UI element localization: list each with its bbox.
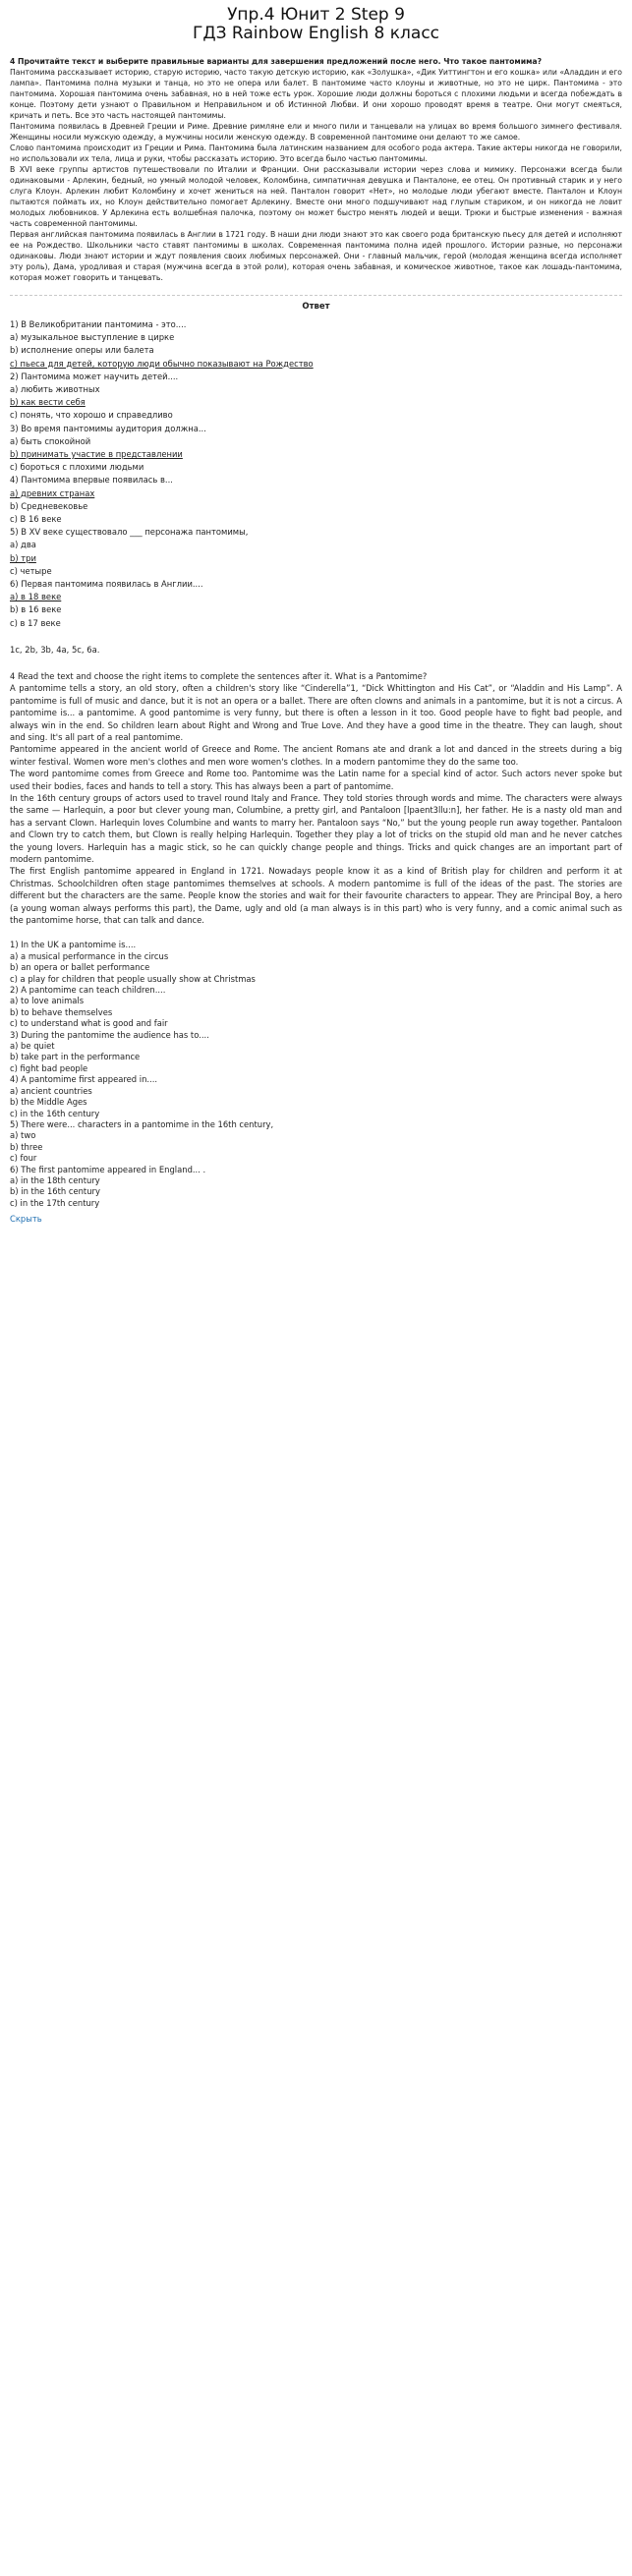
page-subtitle: ГДЗ Rainbow English 8 класс <box>192 24 440 43</box>
correct-option: b) три <box>10 552 36 563</box>
correct-option: a) древних странах <box>10 487 95 498</box>
ru-paragraph: Слово пантомима происходит из Греции и Рима. Пантомима была латинским названием для особого рода актера. Такие актеры никогда не говорили, но использовали их тела, лица и руки, чтобы рассказать историю. Это всегда было частью пантомимы. <box>10 143 622 163</box>
question-option: c) a play for children that people usually show at Christmas <box>10 973 256 984</box>
ru-paragraph: В XVI веке группы артистов путешествовали по Италии и Франции. Они рассказывали истории через слова и мимику. Персонажи всегда были одинаковыми - Арлекин, бедный, но умный молодой человек, Коломбина, симпатичная девушка и Панталоне, ее отец. Он противный старик и у него слуга Клоун. Арлекин любит Коломбину и хочет жениться на ней. Панталон говорит «Нет», но молодые люди убегают вместе. Панталон и Клоун пытаются поймать их, но Клоун действительно помогает Арлекину. Вместе они много подшучивают над глупым стариком, и он никогда не ловит молодых любовников. У Арлекина есть волшебная палочка, поэтому он может быстро менять людей и вещи. Трюки и быстрые изменения - важная часть современной пантомимы. <box>10 165 622 228</box>
question-option: c) понять, что хорошо и справедливо <box>10 410 173 421</box>
en-paragraph: The word pantomime comes from Greece and Rome too. Pantomime was the Latin name for a special kind of actor. Such actors never spoke but used their bodies, faces and hands to tell a story. This has always been a part of pantomime. <box>10 769 622 791</box>
russian-text <box>10 67 622 283</box>
question-option: c) four <box>10 1153 37 1164</box>
question-option: a) be quiet <box>10 1041 55 1052</box>
question-option: b) исполнение оперы или балета <box>10 345 154 356</box>
correct-option: c) пьеса для детей, которую люди обычно показывают на Рождество <box>10 358 314 369</box>
question-option: c) бороться с плохими людьми <box>10 462 144 473</box>
question-option: c) в 17 веке <box>10 617 61 628</box>
ru-paragraph: Пантомима рассказывает историю, старую историю, часто такую детскую историю, как «Золушка», «Дик Уиттингтон и его кошка» или «Аладдин и его лампа». Пантомима полна музыки и танца, но это не опера или балет. В пантомиме часто клоуны и животные, но это не цирк. Пантомима - это пантомима. Хорошая пантомима очень забавная, но в ней тоже есть урок. Хорошие люди должны бороться с плохими людьми и всегда побеждать в конце. Поэтому дети узнают о Правильном и Неправильном и об Истинной Любви. И они хорошо проводят время в театре. Они могут смеяться, кричать и петь. Все это часть настоящей пантомимы. <box>10 68 622 120</box>
question-stem: 3) During the pantomime the audience has to.... <box>10 1029 209 1040</box>
english-questions <box>10 940 622 1209</box>
answer-key: 1c, 2b, 3b, 4a, 5c, 6a. <box>10 644 100 655</box>
page <box>10 0 622 1227</box>
task-instruction-ru: 4 Прочитайте текст и выберите правильные варианты для завершения предложений после него. Что такое пантомима? <box>10 57 543 66</box>
correct-option: b) принимать участие в представлении <box>10 449 183 460</box>
en-paragraph: The first English pantomime appeared in England in 1721. Nowadays people know it as a kind of British play for children and perform it at Christmas. Schoolchildren often stage pantomimes themselves at schools. A modern pantomime is full of the ideas of the past. The stories are different but the characters are the same. People know the stories and wait for their favourite characters to appear. They are Principal Boy, a hero (a young woman always performs this part), the Dame, ugly and old (a man always is in this part) who is very funny, and a comic animal such as the pantomime horse, that can talk and dance. <box>10 866 622 925</box>
question-option: a) любить животных <box>10 384 100 395</box>
question-option: b) Средневековье <box>10 500 88 511</box>
answer-heading: Ответ <box>302 302 330 312</box>
question-option: a) a musical performance in the circus <box>10 950 169 961</box>
correct-option: b) как вести себя <box>10 397 86 408</box>
question-stem: 6) The first pantomime appeared in England... . <box>10 1164 206 1174</box>
question-option: c) in the 17th century <box>10 1197 100 1208</box>
question-option: b) in the 16th century <box>10 1186 100 1197</box>
page-title: Упр.4 Юнит 2 Step 9 <box>227 5 405 25</box>
question-option: c) to understand what is good and fair <box>10 1018 168 1029</box>
question-option: a) ancient countries <box>10 1085 92 1096</box>
question-stem: 5) There were... characters in a pantomime in the 16th century, <box>10 1118 274 1129</box>
question-option: b) to behave themselves <box>10 1006 113 1017</box>
question-option: b) the Middle Ages <box>10 1097 87 1108</box>
question-option: c) in the 16th century <box>10 1108 100 1118</box>
question-option: b) an opera or ballet performance <box>10 962 150 973</box>
question-stem: 2) Пантомима может научить детей.... <box>10 371 179 381</box>
question-option: c) четыре <box>10 565 52 576</box>
divider <box>10 295 622 296</box>
en-paragraph: Pantomime appeared in the ancient world of Greece and Rome. The ancient Romans ate and drank a lot and danced in the streets during a big winter festival. Women wore men's clothes and men wore women's clothes. In a modern pantomime they do the same too. <box>10 744 622 767</box>
question-option: a) to love animals <box>10 996 85 1006</box>
collapse-link[interactable]: Скрыть <box>10 1214 42 1225</box>
ru-paragraph: Пантомима появилась в Древней Греции и Риме. Древние римляне ели и много пили и танцевали на улицах во время большого зимнего фестиваля. Женщины носили мужскую одежду, а мужчины носили женскую одежду. В современной пантомиме они делают то же самое. <box>10 122 622 142</box>
question-option: b) take part in the performance <box>10 1052 141 1062</box>
question-option: c) fight bad people <box>10 1062 88 1073</box>
ru-paragraph: Первая английская пантомима появилась в Англии в 1721 году. В наши дни люди знают это как своего рода британскую пьесу для детей и исполняют ее на Рождество. Школьники часто ставят пантомимы в школах. Современная пантомима полна идей прошлого. Истории разные, но персонажи одинаковы. Люди знают истории и ждут появления своих любимых персонажей. Они - главный мальчик, герой (молодая женщина всегда исполняет эту роль), Дама, уродливая и старая (мужчина всегда в этой роли), которая очень забавная, и комическое животное, такое как лошадь-пантомима, которая может говорить и танцевать. <box>10 230 622 282</box>
question-stem: 1) В Великобритании пантомима - это.... <box>10 319 187 329</box>
question-stem: 4) Пантомима впервые появилась в... <box>10 475 173 486</box>
question-stem: 2) A pantomime can teach children.... <box>10 985 166 996</box>
answer-questions <box>10 318 622 630</box>
task-instruction-en: 4 Read the text and choose the right items to complete the sentences after it. What is a Pantomime? <box>10 670 428 681</box>
question-option: a) in the 18th century <box>10 1174 100 1185</box>
question-option: a) музыкальное выступление в цирке <box>10 332 175 343</box>
question-option: c) В 16 веке <box>10 514 62 525</box>
en-paragraph: A pantomime tells a story, an old story, often a children's story like “Cinderella”1, “Dick Whittington and His Cat”, or “Aladdin and His Lamp”. A pantomime is full of music and dance, but it is not an opera or a ballet. There are often clowns and animals in a pantomime, but it is not a circus. A pantomime is... a pantomime. A good pantomime is very funny, but there is often a lesson in it too. Good people have to fight bad people, and always win in the end. So children learn about Right and Wrong and True Love. And they have a good time in the theatre. They can laugh, shout and sing. It's all part of a real pantomime. <box>10 683 622 742</box>
question-stem: 4) A pantomime first appeared in.... <box>10 1074 158 1085</box>
question-option: a) быть спокойной <box>10 435 91 446</box>
question-stem: 5) В XV веке существовало ___ персонажа пантомимы, <box>10 527 249 538</box>
english-text <box>10 682 622 926</box>
correct-option: a) в 18 веке <box>10 592 62 602</box>
question-stem: 6) Первая пантомима появилась в Англии.... <box>10 579 203 590</box>
question-option: b) в 16 веке <box>10 604 62 615</box>
question-stem: 3) Во время пантомимы аудитория должна... <box>10 423 206 433</box>
en-paragraph: In the 16th century groups of actors used to travel round Italy and France. They told stories through words and mime. The characters were always the same — Harlequin, a poor but clever young man, Columbine, a pretty girl, and Pantaloon [lpaent3llu:n], her father. He is a nasty old man and has a servant Clown. Harlequin loves Columbine and wants to marry her. Pantaloon says “No,” but the young people run away together. Pantaloon and Clown try to catch them, but Clown is really helping Harlequin. Together they play a lot of tricks on the stupid old man and he never catches the young lovers. Harlequin has a magic stick, so he can quickly change people and things. Tricks and quick changes are an important part of modern pantomime. <box>10 792 622 864</box>
question-option: a) two <box>10 1130 36 1141</box>
question-option: b) three <box>10 1141 43 1152</box>
question-stem: 1) In the UK a pantomime is.... <box>10 940 137 950</box>
question-option: a) два <box>10 540 36 550</box>
